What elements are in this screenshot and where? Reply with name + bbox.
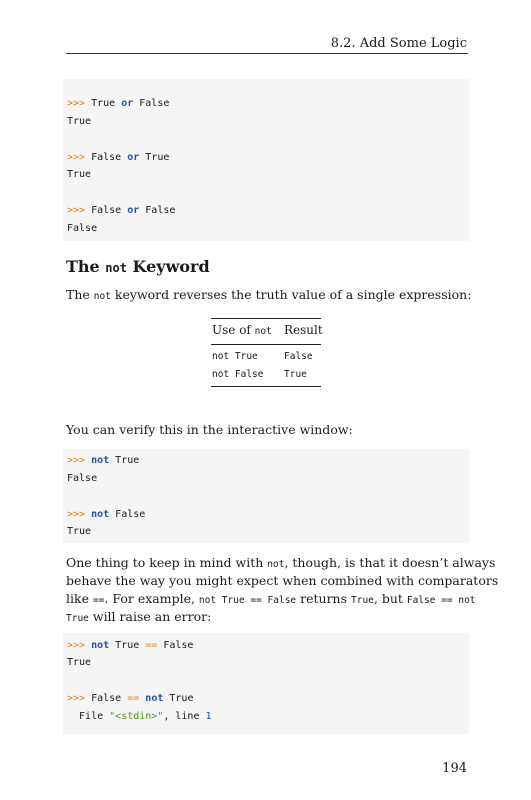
table-header-use-of-not: Use of not <box>212 323 272 337</box>
code-line: >>> not False <box>67 509 146 520</box>
code-line: >>> False == not True <box>67 693 194 704</box>
code-block-not-comparator <box>63 633 469 734</box>
code-line: >>> not True == False <box>67 640 194 651</box>
code-output: True <box>67 657 92 668</box>
running-header-title: 8.2. Add Some Logic <box>330 36 467 51</box>
paragraph-caveat-line-1: One thing to keep in mind with not, though, is that it doesn’t always <box>66 555 496 570</box>
code-output: True <box>67 526 92 537</box>
paragraph-not-intro: The not keyword reverses the truth value of a single expression: <box>66 287 472 302</box>
code-line: >>> not True <box>67 455 140 466</box>
table-header-rule <box>211 344 321 345</box>
paragraph-verify: You can verify this in the interactive window: <box>66 422 353 437</box>
code-line: >>> True or False <box>67 98 170 109</box>
table-top-rule <box>211 318 321 319</box>
page-number: 194 <box>442 761 467 776</box>
section-heading: The not Keyword <box>66 257 210 276</box>
table-cell-expr: not True <box>212 351 258 362</box>
paragraph-caveat-line-2: behave the way you might expect when combined with comparators <box>66 573 499 588</box>
table-cell-expr: not False <box>212 369 264 380</box>
code-traceback-line: File "<stdin>", line 1 <box>67 711 212 722</box>
code-line: >>> False or True <box>67 152 170 163</box>
code-output: False <box>67 473 98 484</box>
code-output: True <box>67 169 92 180</box>
code-block-or-examples <box>63 79 469 241</box>
table-header-result: Result <box>284 323 323 337</box>
table-cell-result: True <box>284 369 307 380</box>
paragraph-caveat-line-3: like ==. For example, not True == False returns True, but False == not <box>66 591 476 606</box>
code-block-not-examples <box>63 449 469 543</box>
not-truth-table <box>211 318 321 390</box>
code-output: False <box>67 223 98 234</box>
paragraph-caveat-line-4: True will raise an error: <box>66 609 212 624</box>
table-cell-result: False <box>284 351 313 362</box>
header-rule <box>66 53 468 54</box>
code-line: >>> False or False <box>67 205 176 216</box>
code-output: True <box>67 116 92 127</box>
table-bottom-rule <box>211 386 321 387</box>
